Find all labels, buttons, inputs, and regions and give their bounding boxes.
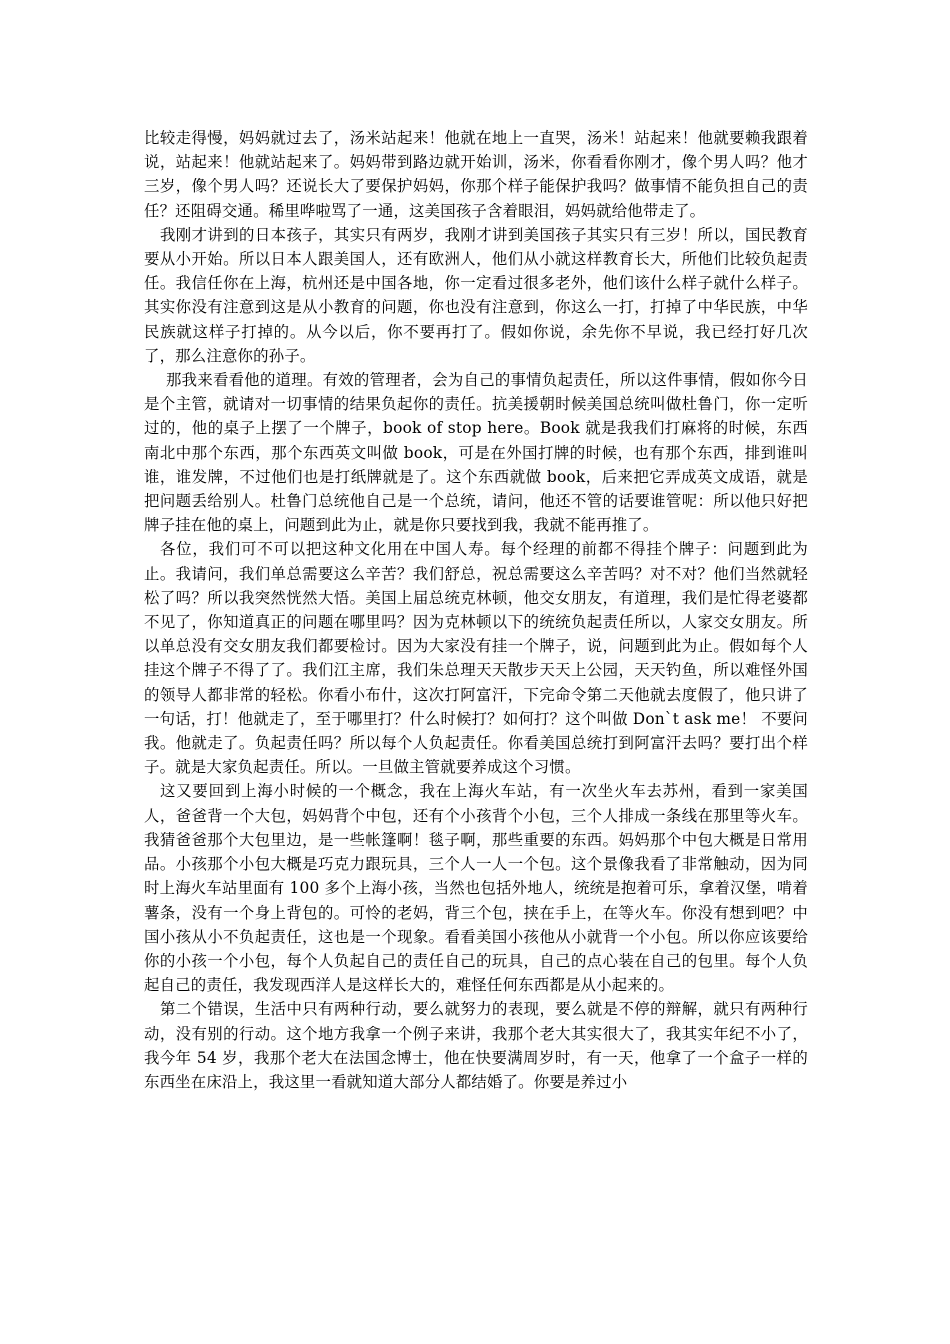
paragraph-6: 第二个错误，生活中只有两种行动，要么就努力的表现，要么就是不停的辩解，就只有两种行动，没有别的行动。这个地方我拿一个例子来讲，我那个老大其实很大了，我其实年纪不小了，我今年 54 岁，我那个老大在法国念博士，他在快要满周岁时，有一天，他拿了一个盒子一样的东西坐在床沿上，我这里一看就知道大部分人都结婚了。你要是养过小: [144, 1000, 808, 1091]
paragraph-2: 我刚才讲到的日本孩子，其实只有两岁，我刚才讲到美国孩子其实只有三岁！所以，国民教育要从小开始。所以日本人跟美国人，还有欧洲人，他们从小就这样教育长大，所他们比较负起责任。我信任你在上海，杭州还是中国各地，你一定看过很多老外，他们该什么样子就什么样子。其实你没有注意到这是从小教育的问题，你也没有注意到，你这么一打，打掉了中华民族，中华民族就这样子打掉的。从今以后，你不要再打了。假如你说，余先你不早说，我已经打好几次了，那么注意你的孙子。: [144, 225, 808, 365]
paragraph-4: 各位，我们可不可以把这种文化用在中国人寿。每个经理的前都不得挂个牌子：问题到此为止。我请问，我们单总需要这么辛苦？我们舒总，祝总需要这么辛苦吗？对不对？他们当然就轻松了吗？所以我突然恍然大悟。美国上届总统克林顿，他交女朋友，有道理，我们是忙得老婆都不见了，你知道真正的问题在哪里吗？因为克林顿以下的统统负起责任所以，人家交女朋友。所以单总没有交女朋友我们都要检讨。因为大家没有挂一个牌子，说，问题到此为止。假如每个人挂这个牌子不得了了。我们江主席，我们朱总理天天散步天天上公园，天天钓鱼，所以难怪外国的领导人都非常的轻松。你看小布什，这次打阿富汗，下完命令第二天他就去度假了，他只讲了一句话，打！他就走了，至于哪里打？什么时候打？如何打？这个叫做 Don`t ask me！ 不要问我。他就走了。负起责任吗？所以每个人负起责任。你看美国总统打到阿富汗去吗？要打出个样子。就是大家负起责任。所以。一旦做主管就要养成这个习惯。: [144, 540, 808, 777]
document-body: [144, 126, 808, 1094]
paragraph-1: 比较走得慢，妈妈就过去了，汤米站起来！他就在地上一直哭，汤米！站起来！他就要赖我跟着说，站起来！他就站起来了。妈妈带到路边就开始训，汤米，你看看你刚才，像个男人吗？他才三岁，像个男人吗？还说长大了要保护妈妈，你那个样子能保护我吗？做事情不能负担自己的责任？还阻碍交通。稀里哗啦骂了一通，这美国孩子含着眼泪，妈妈就给他带走了。: [144, 129, 808, 220]
paragraph-3: 那我来看看他的道理。有效的管理者，会为自己的事情负起责任，所以这件事情，假如你今日是个主管，就请对一切事情的结果负起你的责任。抗美援朝时候美国总统叫做杜鲁门，你一定听过的，他的桌子上摆了一个牌子，book of stop here。Book 就是我我们打麻将的时候，东西南北中那个东西，那个东西英文叫做 book，可是在外国打牌的时候，也有那个东西，排到谁叫谁，谁发牌，不过他们也是打纸牌就是了。这个东西就做 book，后来把它弄成英文成语，就是把问题丢给别人。杜鲁门总统他自己是一个总统，请问，他还不管的话要谁管呢：所以他只好把牌子挂在他的桌上，问题到此为止，就是你只要找到我，我就不能再推了。: [144, 371, 808, 535]
paragraph-5: 这又要回到上海小时候的一个概念，我在上海火车站，有一次坐火车去苏州，看到一家美国人，爸爸背一个大包，妈妈背个中包，还有个小孩背个小包，三个人排成一条线在那里等火车。我猜爸爸那个大包里边，是一些帐篷啊！毯子啊，那些重要的东西。妈妈那个中包大概是日常用品。小孩那个小包大概是巧克力跟玩具，三个人一人一个包。这个景像我看了非常触动，因为同时上海火车站里面有 100 多个上海小孩，当然也包括外地人，统统是抱着可乐，拿着汉堡，啃着薯条，没有一个身上背包的。可怜的老妈，背三个包，挟在手上，在等火车。你没有想到吧？中国小孩从小不负起责任，这也是一个现象。看看美国小孩他从小就背一个小包。所以你应该要给你的小孩一个小包，每个人负起自己的责任自己的玩具，自己的点心装在自己的包里。每个人负起自己的责任，我发现西洋人是这样长大的，难怪任何东西都是从小起来的。: [144, 782, 808, 995]
